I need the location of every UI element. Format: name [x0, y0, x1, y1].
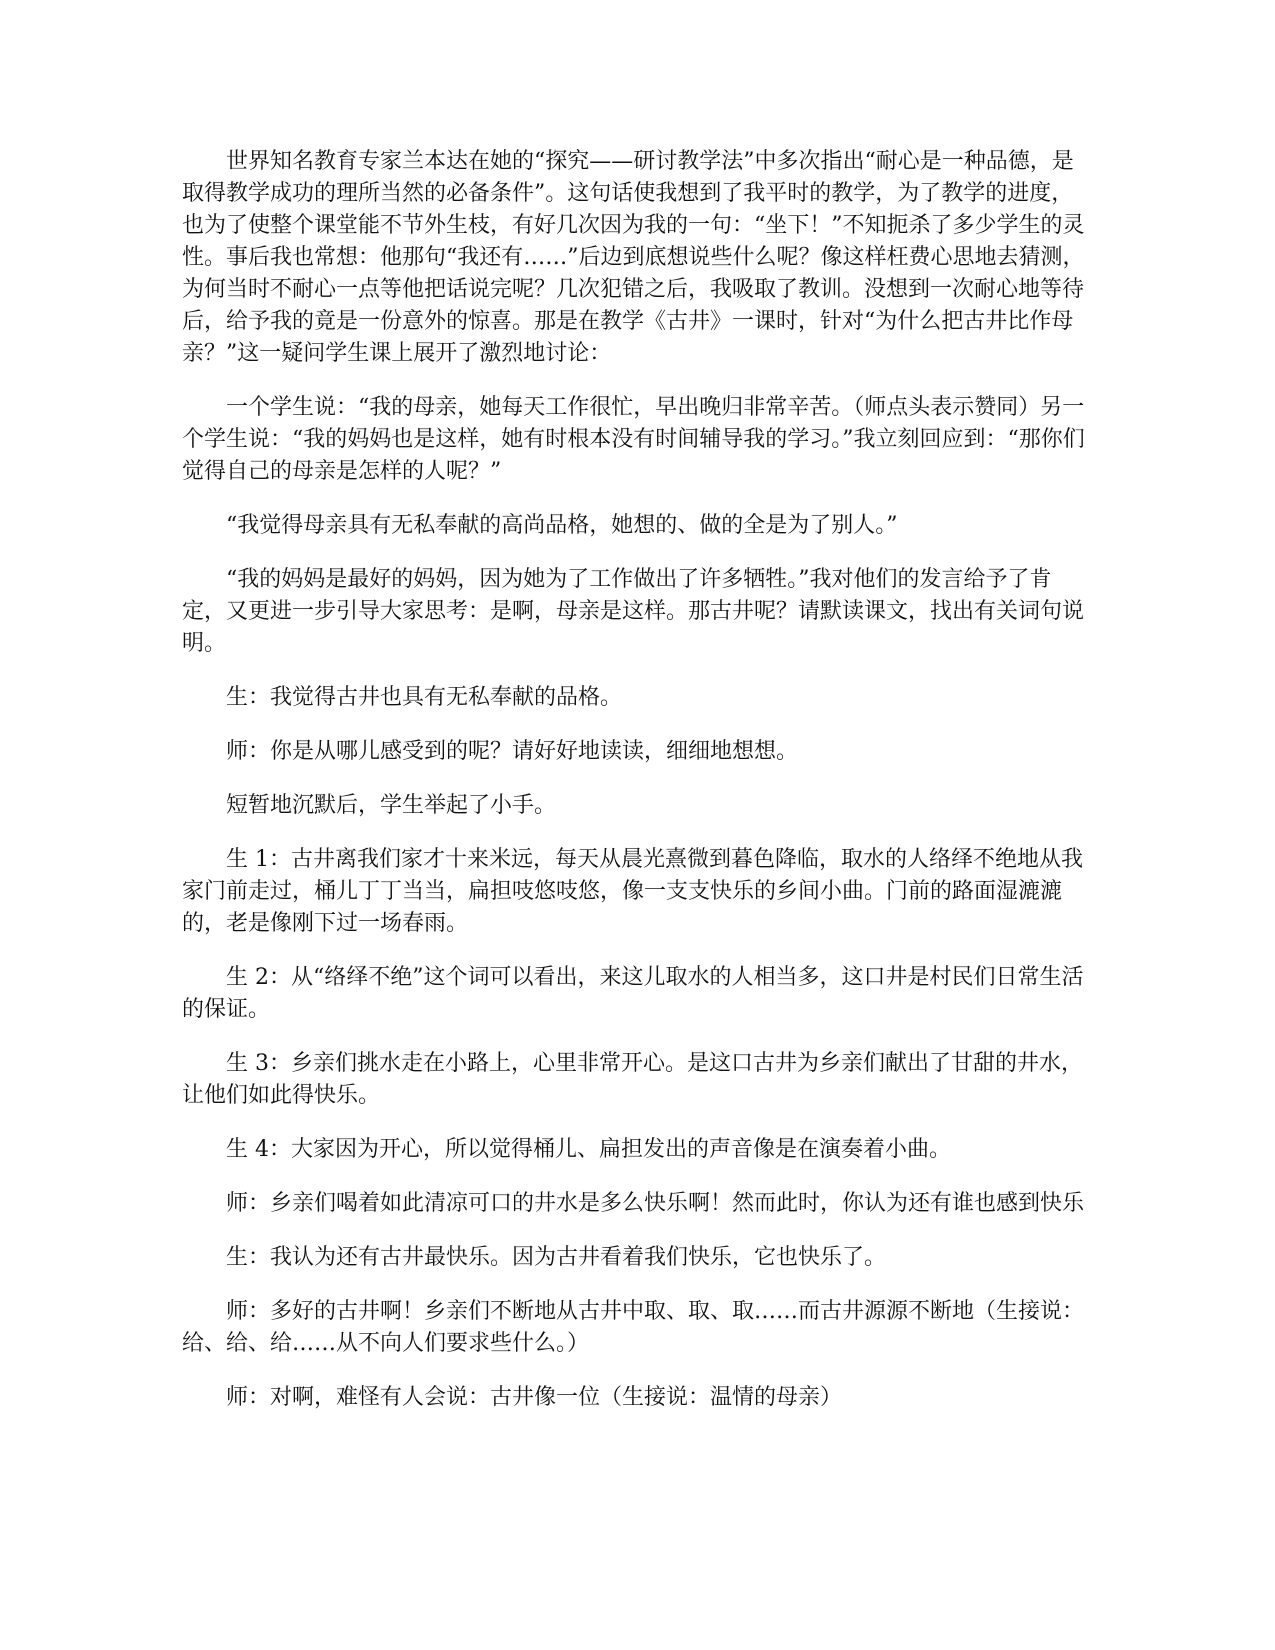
paragraph-teacher-give: 师：多好的古井啊！乡亲们不断地从古井中取、取、取……而古井源源不断地（生接说：给、给、给……从不向人们要求些什么。）	[182, 1299, 1085, 1356]
paragraph-selfless-mother: “我觉得母亲具有无私奉献的高尚品格，她想的、做的全是为了别人。”	[226, 513, 898, 538]
paragraph-student-well: 生：我觉得古井也具有无私奉献的品格。	[226, 685, 623, 710]
document-body	[182, 146, 1092, 1436]
paragraph-student-happiest: 生：我认为还有古井最快乐。因为古井看着我们快乐，它也快乐了。	[226, 1245, 887, 1270]
paragraph-student-1: 生 1：古井离我们家才十来米远，每天从晨光熹微到暮色降临，取水的人络绎不绝地从我家门前走过，桶儿丁丁当当，扁担吱悠吱悠，像一支支快乐的乡间小曲。门前的路面湿漉漉的，老是像刚下过一场春雨。	[182, 847, 1083, 936]
paragraph-intro: 世界知名教育专家兰本达在她的“探究——研讨教学法”中多次指出“耐心是一种品德，是取得教学成功的理所当然的必备条件”。这句话使我想到了我平时的教学，为了教学的进度，也为了使整个课堂能不节外生枝，有好几次因为我的一句：“坐下！”不知扼杀了多少学生的灵性。事后我也常想：他那句“我还有……”后边到底想说些什么呢？像这样枉费心思地去猜测，为何当时不耐心一点等他把话说完呢？几次犯错之后，我吸取了教训。没想到一次耐心地等待后，给予我的竟是一份意外的惊喜。那是在教学《古井》一课时，针对“为什么把古井比作母亲？”这一疑问学生课上展开了激烈地讨论：	[182, 149, 1085, 366]
paragraph-student-3: 生 3：乡亲们挑水走在小路上，心里非常开心。是这口古井为乡亲们献出了甘甜的井水，让他们如此得快乐。	[182, 1051, 1083, 1108]
paragraph-student-2: 生 2：从“络绎不绝”这个词可以看出，来这儿取水的人相当多，这口井是村民们日常生活的保证。	[182, 965, 1084, 1022]
paragraph-teacher-conclusion: 师：对啊，难怪有人会说：古井像一位（生接说：温情的母亲）	[226, 1385, 843, 1410]
paragraph-silence: 短暂地沉默后，学生举起了小手。	[226, 793, 557, 818]
paragraph-student-4: 生 4：大家因为开心，所以觉得桶儿、扁担发出的声音像是在演奏着小曲。	[226, 1137, 951, 1162]
paragraph-teacher-question: 师：你是从哪儿感受到的呢？请好好地读读，细细地想想。	[226, 739, 799, 764]
paragraph-best-mother: “我的妈妈是最好的妈妈，因为她为了工作做出了许多牺牲。”我对他们的发言给予了肯定，又更进一步引导大家思考：是啊，母亲是这样。那古井呢？请默读课文，找出有关词句说明。	[182, 567, 1085, 656]
paragraph-teacher-joy: 师：乡亲们喝着如此清凉可口的井水是多么快乐啊！然而此时，你认为还有谁也感到快乐	[226, 1191, 1085, 1216]
paragraph-student-mother: 一个学生说：“我的母亲，她每天工作很忙，早出晚归非常辛苦。（师点头表示赞同）另一个学生说：“我的妈妈也是这样，她有时根本没有时间辅导我的学习。”我立刻回应到：“那你们觉得自己的母亲是怎样的人呢？”	[182, 395, 1085, 484]
